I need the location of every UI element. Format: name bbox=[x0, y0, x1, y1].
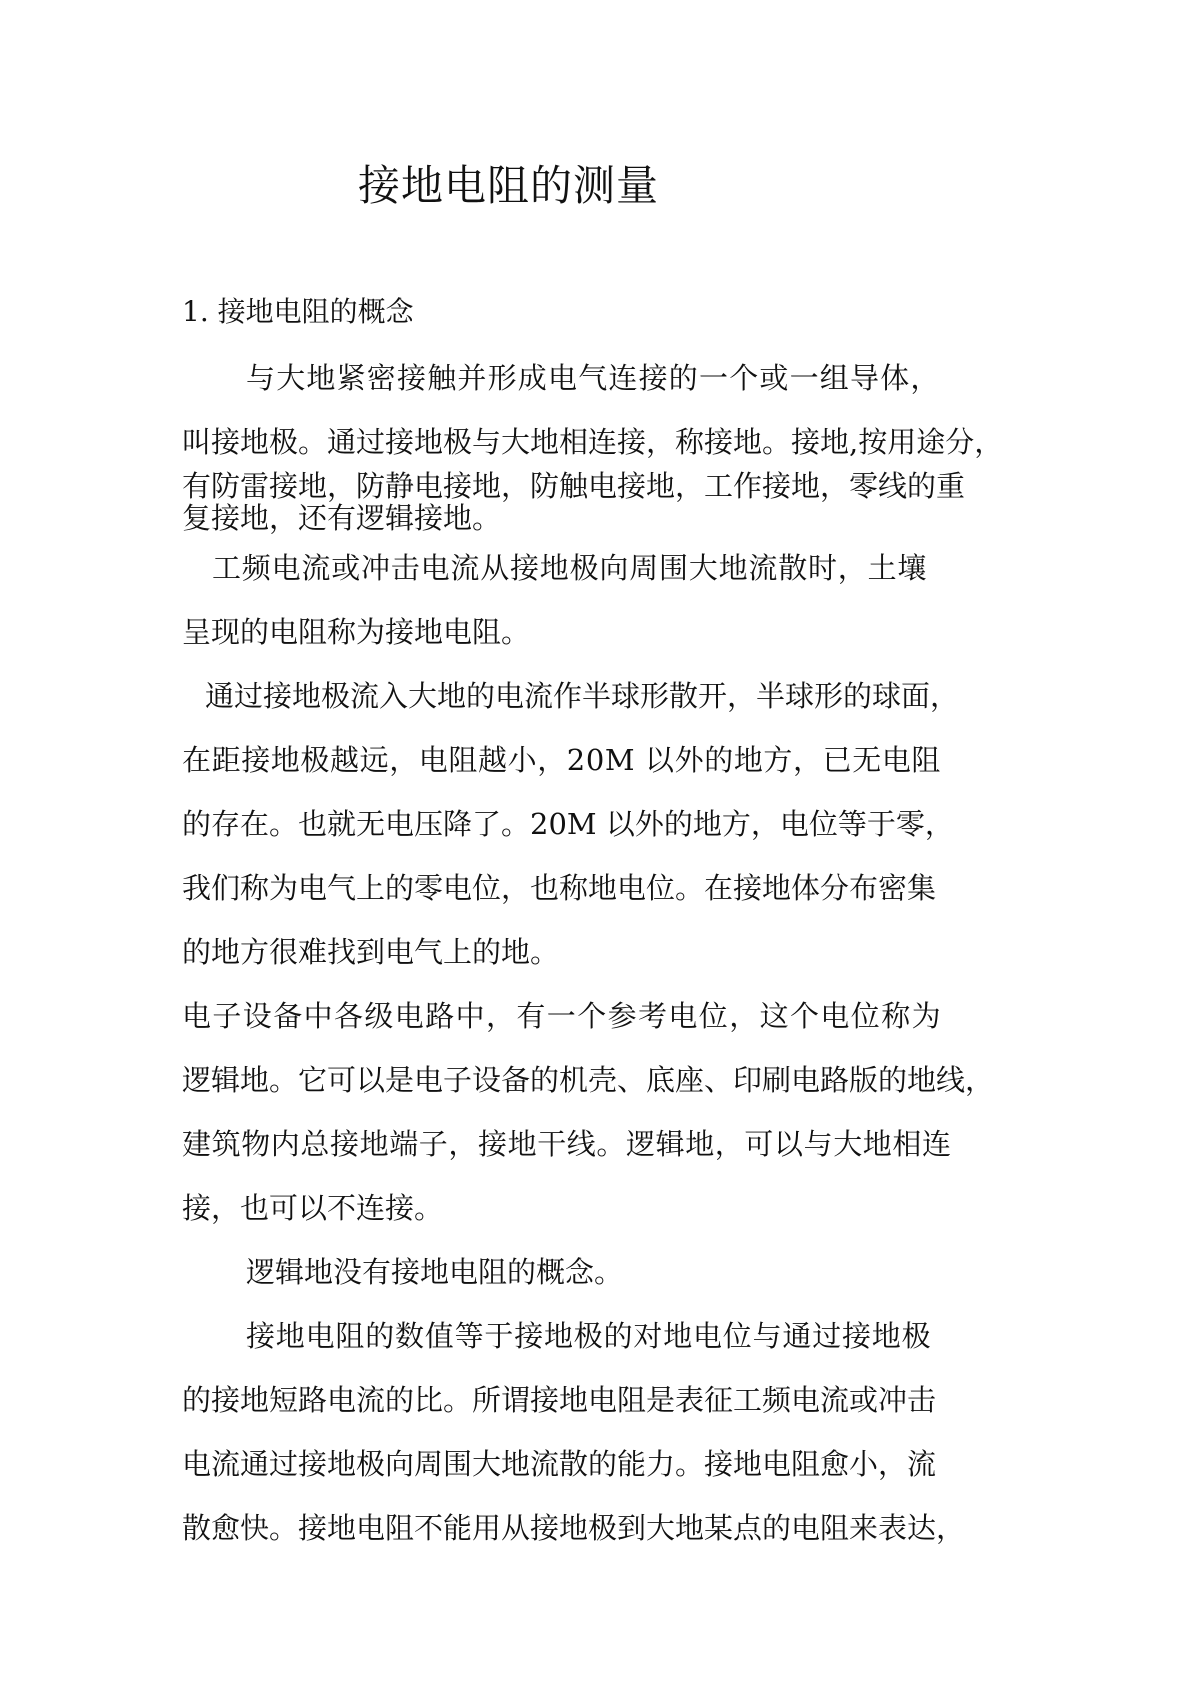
paragraph-line: 通过接地极流入大地的电流作半球形散开，半球形的球面， bbox=[205, 679, 960, 713]
paragraph-line: 叫接地极。通过接地极与大地相连接，称接地。接地,按用途分， bbox=[182, 425, 1004, 459]
paragraph-line: 在距接地极越远，电阻越小，20M 以外的地方，已无电阻 bbox=[182, 743, 942, 777]
paragraph-line: 我们称为电气上的零电位，也称地电位。在接地体分布密集 bbox=[182, 871, 937, 905]
paragraph-line: 散愈快。接地电阻不能用从接地极到大地某点的电阻来表达， bbox=[182, 1511, 966, 1545]
paragraph-line: 的接地短路电流的比。所谓接地电阻是表征工频电流或冲击 bbox=[182, 1383, 937, 1417]
paragraph-line: 的地方很难找到电气上的地。 bbox=[182, 935, 560, 969]
paragraph-line: 有防雷接地，防静电接地，防触电接地，工作接地，零线的重 bbox=[182, 469, 966, 503]
paragraph-line: 复接地，还有逻辑接地。 bbox=[182, 501, 502, 535]
paragraph-line: 与大地紧密接触并形成电气连接的一个或一组导体， bbox=[246, 361, 941, 395]
paragraph-line: 的存在。也就无电压降了。20M 以外的地方，电位等于零， bbox=[182, 807, 954, 841]
paragraph-line: 工频电流或冲击电流从接地极向周围大地流散时，土壤 bbox=[212, 551, 928, 585]
paragraph-line: 逻辑地没有接地电阻的概念。 bbox=[246, 1255, 624, 1289]
paragraph-line: 逻辑地。它可以是电子设备的机壳、底座、印刷电路版的地线， bbox=[182, 1063, 995, 1097]
section-heading: 1. 接地电阻的概念 bbox=[182, 295, 414, 328]
paragraph-line: 接地电阻的数值等于接地极的对地电位与通过接地极 bbox=[246, 1319, 932, 1353]
paragraph-line: 电子设备中各级电路中，有一个参考电位，这个电位称为 bbox=[182, 999, 943, 1033]
paragraph-line: 呈现的电阻称为接地电阻。 bbox=[182, 615, 531, 649]
document-title: 接地电阻的测量 bbox=[358, 161, 660, 210]
paragraph-line: 建筑物内总接地端子，接地干线。逻辑地，可以与大地相连 bbox=[182, 1127, 952, 1161]
paragraph-line: 电流通过接地极向周围大地流散的能力。接地电阻愈小，流 bbox=[182, 1447, 937, 1481]
paragraph-line: 接，也可以不连接。 bbox=[182, 1191, 444, 1225]
